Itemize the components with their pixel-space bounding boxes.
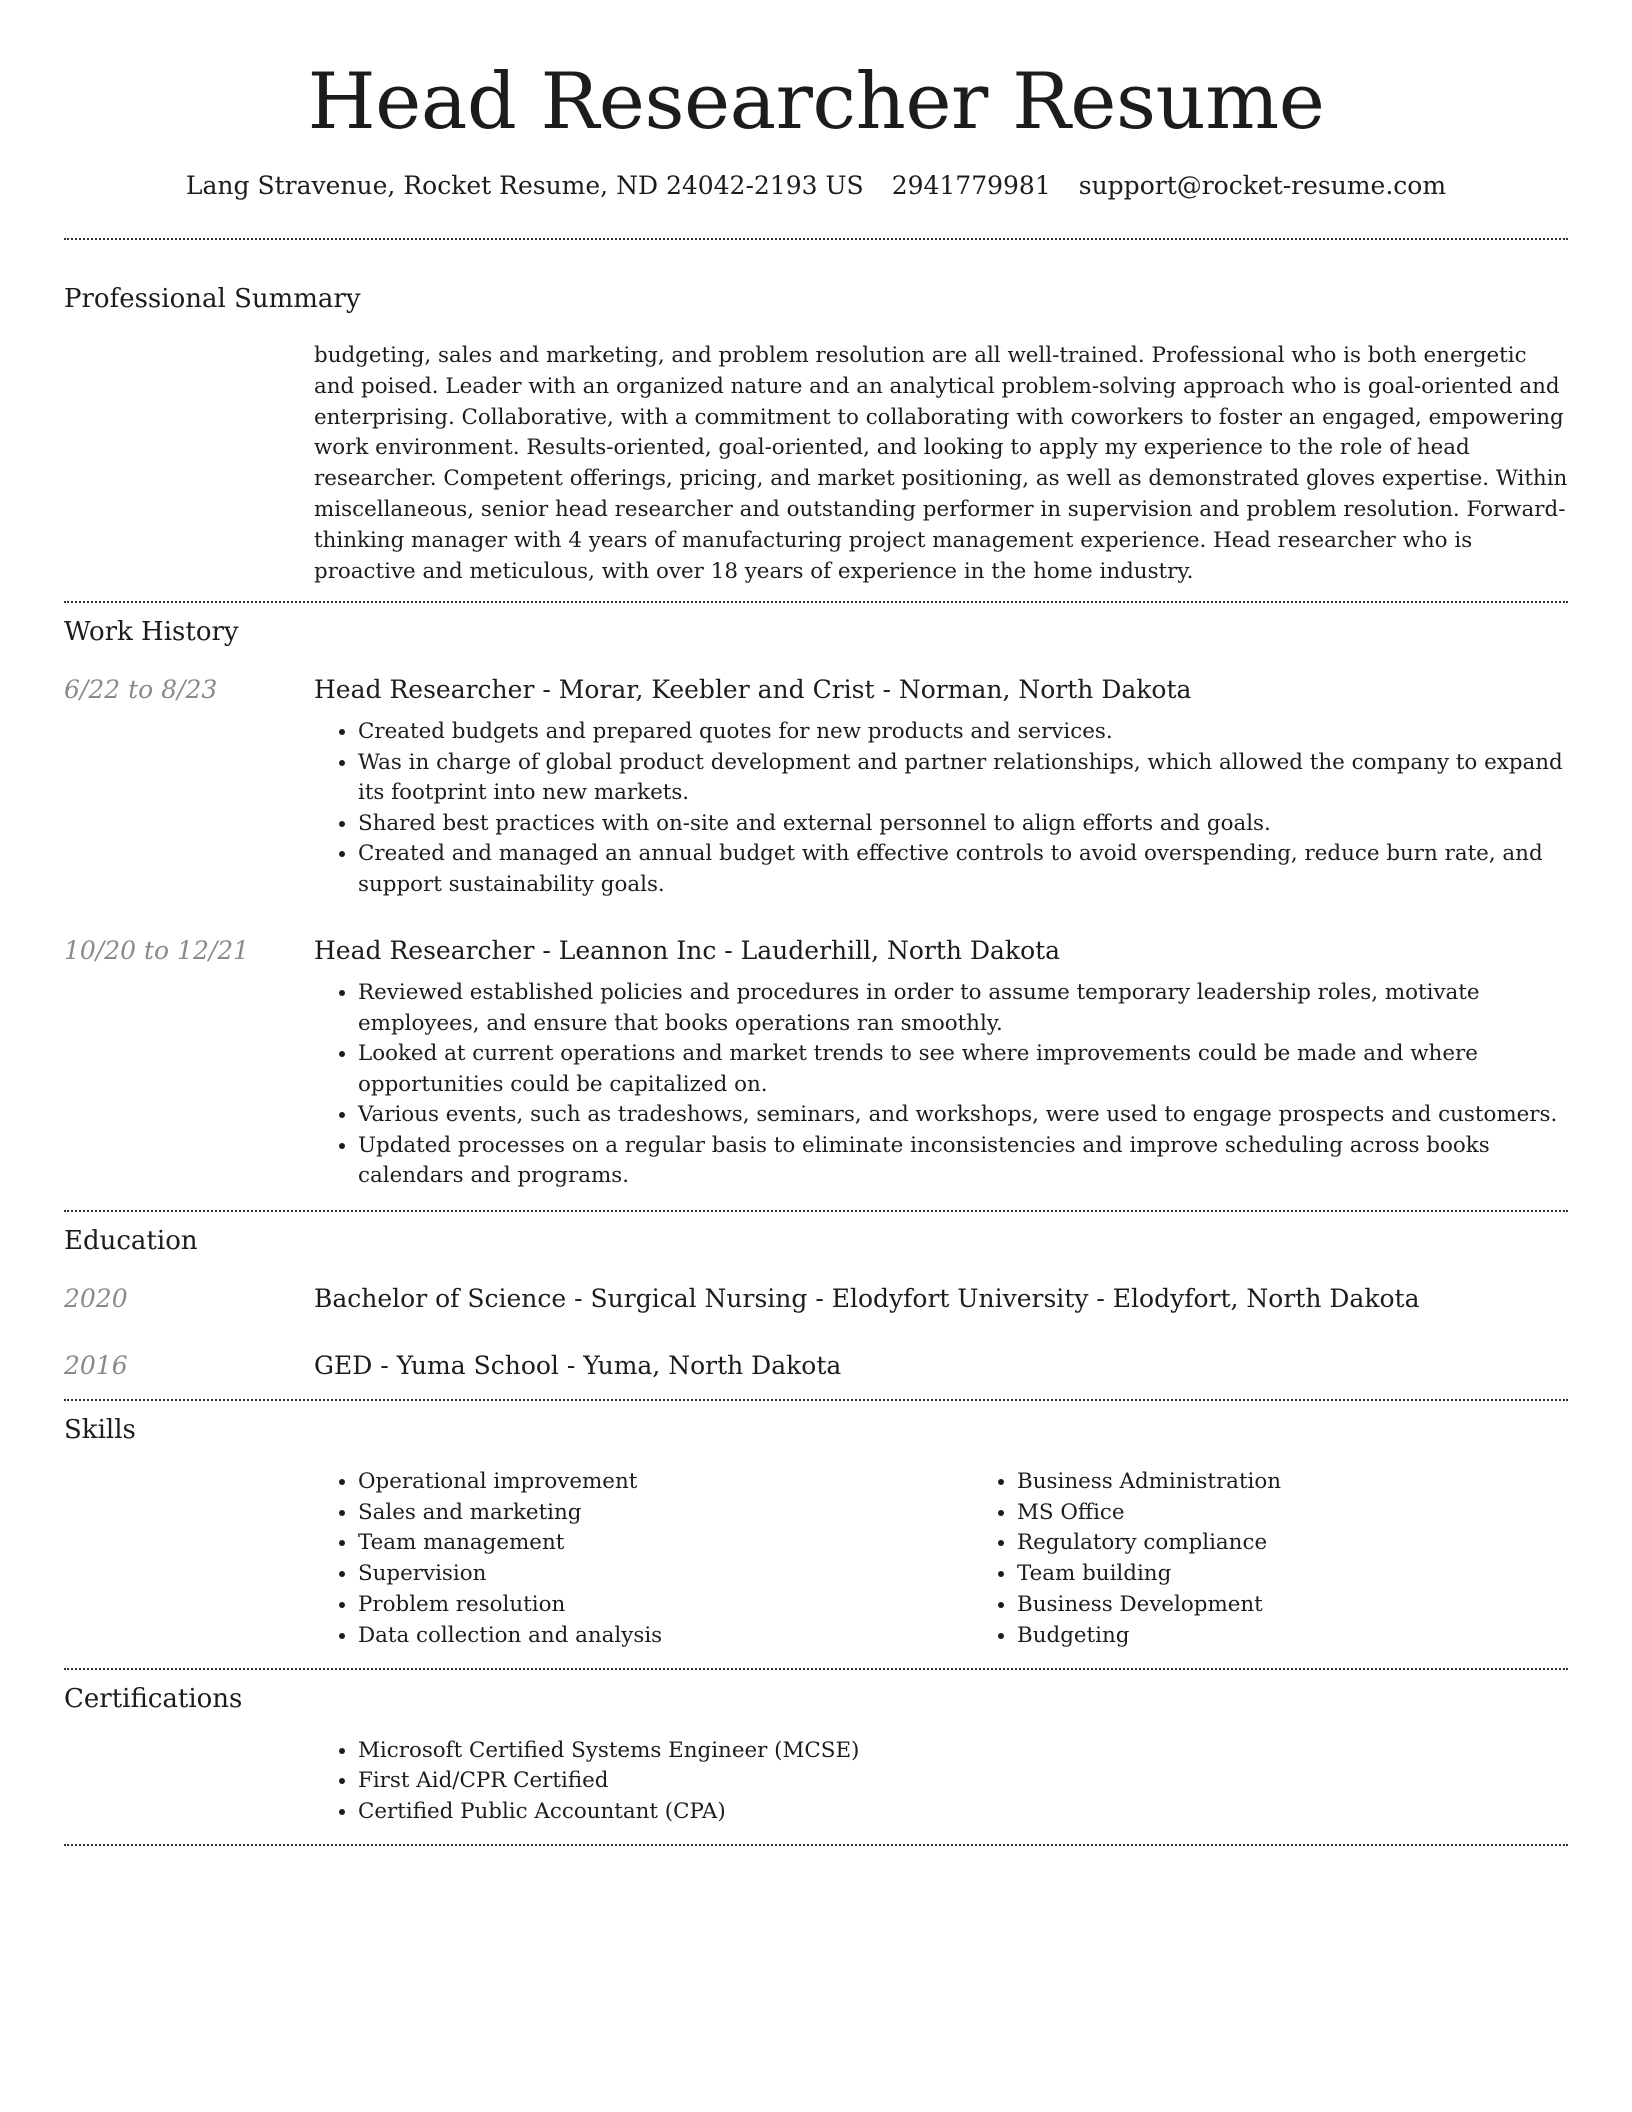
skill-item: • Sales and marketing bbox=[358, 1498, 973, 1529]
job-entry bbox=[64, 673, 1568, 900]
job-bullet: • Was in charge of global product development and partner relationships, which allowed the company to expand its footprint into new markets. bbox=[358, 748, 1568, 809]
resume-title: Head Researcher Resume bbox=[307, 57, 1325, 147]
skill-item: • Team management bbox=[358, 1528, 973, 1559]
skill-item: • Problem resolution bbox=[358, 1590, 973, 1621]
skill-item: • Data collection and analysis bbox=[358, 1621, 973, 1652]
education-entry bbox=[64, 1349, 1568, 1383]
skills-column-left bbox=[314, 1467, 973, 1652]
summary-heading: Professional Summary bbox=[64, 284, 361, 314]
divider bbox=[64, 1399, 1568, 1401]
education-year: 2016 bbox=[64, 1350, 128, 1380]
job-entry bbox=[64, 934, 1568, 1192]
job-dates: 6/22 to 8/23 bbox=[64, 675, 218, 705]
certifications-list bbox=[314, 1736, 1568, 1828]
skills-column-right bbox=[973, 1467, 1517, 1652]
contact-email: support@rocket-resume.com bbox=[1078, 171, 1447, 200]
skill-item: • MS Office bbox=[1017, 1498, 1517, 1529]
contact-phone: 2941779981 bbox=[891, 171, 1051, 200]
job-bullet: • Various events, such as tradeshows, seminars, and workshops, were used to engage prospects and customers. bbox=[358, 1100, 1568, 1131]
job-bullets bbox=[314, 717, 1568, 900]
divider bbox=[64, 238, 1568, 240]
job-title: Head Researcher - Morar, Keebler and Crist - Norman, North Dakota bbox=[314, 675, 1192, 705]
contact-line bbox=[64, 170, 1568, 202]
skills-list bbox=[314, 1467, 1568, 1652]
job-title: Head Researcher - Leannon Inc - Lauderhill, North Dakota bbox=[314, 936, 1061, 966]
divider bbox=[64, 1668, 1568, 1670]
certifications-heading: Certifications bbox=[64, 1683, 243, 1714]
skill-item: • Business Administration bbox=[1017, 1467, 1517, 1498]
job-bullet: • Looked at current operations and market trends to see where improvements could be made and where opportunities could be capitalized on. bbox=[358, 1039, 1568, 1100]
certification-item: • Microsoft Certified Systems Engineer (MCSE) bbox=[358, 1736, 1568, 1767]
job-bullet: • Created budgets and prepared quotes for new products and services. bbox=[358, 717, 1568, 748]
work-history-heading: Work History bbox=[64, 617, 239, 648]
education-degree: GED - Yuma School - Yuma, North Dakota bbox=[314, 1350, 842, 1380]
skill-item: • Budgeting bbox=[1017, 1621, 1517, 1652]
resume-page bbox=[64, 0, 1568, 1846]
education-entry bbox=[64, 1282, 1568, 1316]
skills-heading: Skills bbox=[64, 1414, 136, 1445]
certification-item: • Certified Public Accountant (CPA) bbox=[358, 1797, 1568, 1828]
divider bbox=[64, 1844, 1568, 1846]
job-bullet: • Shared best practices with on-site and external personnel to align efforts and goals. bbox=[358, 809, 1568, 840]
job-bullet: • Updated processes on a regular basis to eliminate inconsistencies and improve scheduling across books calendars and programs. bbox=[358, 1131, 1568, 1192]
certification-item: • First Aid/CPR Certified bbox=[358, 1766, 1568, 1797]
education-year: 2020 bbox=[64, 1283, 128, 1313]
skill-item: • Operational improvement bbox=[358, 1467, 973, 1498]
education-heading: Education bbox=[64, 1225, 198, 1256]
summary-text: budgeting, sales and marketing, and problem resolution are all well-trained. Professional who is both energetic and poised. Leader with an organized nature and an analytical problem-solving approach who is goal-oriented and enterprising. Collaborative, with a commitment to collaborating with coworkers to foster an engaged, empowering work environment. Results-oriented, goal-oriented, and looking to apply my experience to the role of head researcher. Competent offerings, pricing, and market positioning, as well as demonstrated gloves expertise. Within miscellaneous, senior head researcher and outstanding performer in supervision and problem resolution. Forward-thinking manager with 4 years of manufacturing project management experience. Head researcher who is proactive and meticulous, with over 18 years of experience in the home industry. bbox=[314, 343, 1568, 584]
job-bullet: • Created and managed an annual budget with effective controls to avoid overspending, reduce burn rate, and support sustainability goals. bbox=[358, 839, 1568, 900]
contact-address: Lang Stravenue, Rocket Resume, ND 24042-2193 US bbox=[185, 171, 864, 200]
job-bullets bbox=[314, 978, 1568, 1192]
skill-item: • Supervision bbox=[358, 1559, 973, 1590]
skill-item: • Team building bbox=[1017, 1559, 1517, 1590]
job-dates: 10/20 to 12/21 bbox=[64, 936, 250, 966]
job-bullet: • Reviewed established policies and procedures in order to assume temporary leadership roles, motivate employees, and ensure that books operations ran smoothly. bbox=[358, 978, 1568, 1039]
skill-item: • Business Development bbox=[1017, 1590, 1517, 1621]
divider bbox=[64, 1210, 1568, 1212]
divider bbox=[64, 601, 1568, 603]
education-degree: Bachelor of Science - Surgical Nursing - Elodyfort University - Elodyfort, North Dakota bbox=[314, 1283, 1420, 1313]
skill-item: • Regulatory compliance bbox=[1017, 1528, 1517, 1559]
